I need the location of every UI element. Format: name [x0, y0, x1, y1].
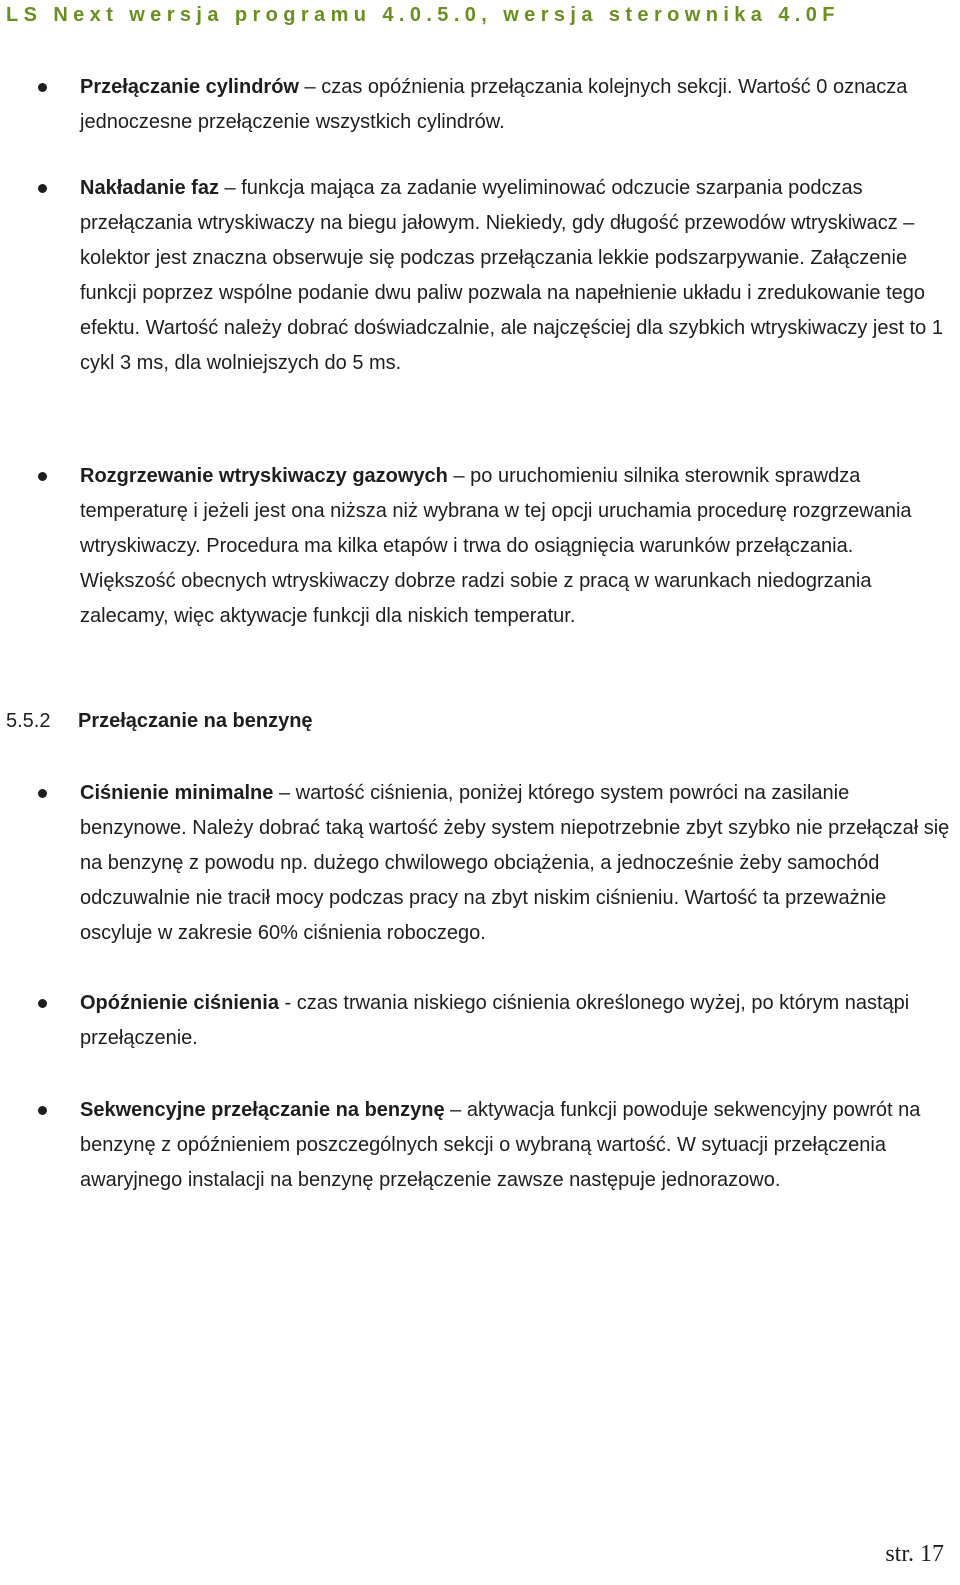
item-term: Rozgrzewanie wtryskiwaczy gazowych — [80, 465, 448, 487]
page-number: str. 17 — [885, 1541, 944, 1567]
item-text: – aktywacja funkcji powoduje sekwencyjny powrót na benzynę z opóźnieniem poszczególnych sekcji o wybraną wartość. W sytuacji przełączenia awaryjnego instalacji na benzynę przełączenie zawsze następuje jednorazowo. — [80, 1099, 921, 1191]
bullet-icon — [38, 184, 47, 193]
bullet-icon — [38, 789, 47, 798]
bullet-list — [0, 986, 960, 1056]
item-text: – czas opóźnienia przełączania kolejnych sekcji. Wartość 0 oznacza jednoczesne przełączenie wszystkich cylindrów. — [80, 76, 908, 133]
bullet-icon — [38, 472, 47, 481]
bullet-icon — [38, 999, 47, 1008]
bullet-icon — [38, 1106, 47, 1115]
bullet-list — [0, 459, 960, 634]
item-term: Sekwencyjne przełączanie na benzynę — [80, 1099, 445, 1121]
section-number: 5.5.2 — [6, 710, 51, 732]
document-header: LS Next wersja programu 4.0.5.0, wersja sterownika 4.0F — [6, 4, 840, 26]
list-item — [0, 459, 960, 634]
list-item — [0, 171, 960, 381]
list-item — [0, 1093, 960, 1198]
item-term: Nakładanie faz — [80, 177, 219, 199]
item-term: Ciśnienie minimalne — [80, 782, 274, 804]
bullet-list — [0, 70, 960, 140]
bullet-icon — [38, 83, 47, 92]
item-term: Opóźnienie ciśnienia — [80, 992, 279, 1014]
section-title: Przełączanie na benzynę — [78, 710, 313, 732]
item-text: – funkcja mająca za zadanie wyeliminować odczucie szarpania podczas przełączania wtryskiwaczy na biegu jałowym. Niekiedy, gdy długość przewodów wtryskiwacz – kolektor jest znaczna obserwuje się podczas przełączania lekkie podszarpywanie. Załączenie funkcji poprzez wspólne podanie dwu paliw pozwala na napełnienie układu i zredukowanie tego efektu. Wartość należy dobrać doświadczalnie, ale najczęściej dla szybkich wtryskiwaczy jest to 1 cykl 3 ms, dla wolniejszych do 5 ms. — [80, 177, 943, 374]
item-text: – po uruchomieniu silnika sterownik sprawdza temperaturę i jeżeli jest ona niższa niż wybrana w tej opcji uruchamia procedurę rozgrzewania wtryskiwaczy. Procedura ma kilka etapów i trwa do osiągnięcia warunków przełączania. Większość obecnych wtryskiwaczy dobrze radzi sobie z pracą w warunkach niedogrzania zalecamy, więc aktywacje funkcji dla niskich temperatur. — [80, 465, 912, 627]
bullet-list — [0, 776, 960, 951]
list-item — [0, 986, 960, 1056]
item-term: Przełączanie cylindrów — [80, 76, 299, 98]
section-heading — [6, 704, 313, 739]
item-text: - czas trwania niskiego ciśnienia określonego wyżej, po którym nastąpi przełączenie. — [80, 992, 910, 1049]
bullet-list — [0, 171, 960, 381]
list-item — [0, 70, 960, 140]
list-item — [0, 776, 960, 951]
bullet-list — [0, 1093, 960, 1198]
item-text: – wartość ciśnienia, poniżej którego system powróci na zasilanie benzynowe. Należy dobrać taką wartość żeby system niepotrzebnie zbyt szybko nie przełączał się na benzynę z powodu np. dużego chwilowego obciążenia, a jednocześnie żeby samochód odczuwalnie nie tracił mocy podczas pracy na zbyt niskim ciśnieniu. Wartość ta przeważnie oscyluje w zakresie 60% ciśnienia roboczego. — [80, 782, 950, 944]
